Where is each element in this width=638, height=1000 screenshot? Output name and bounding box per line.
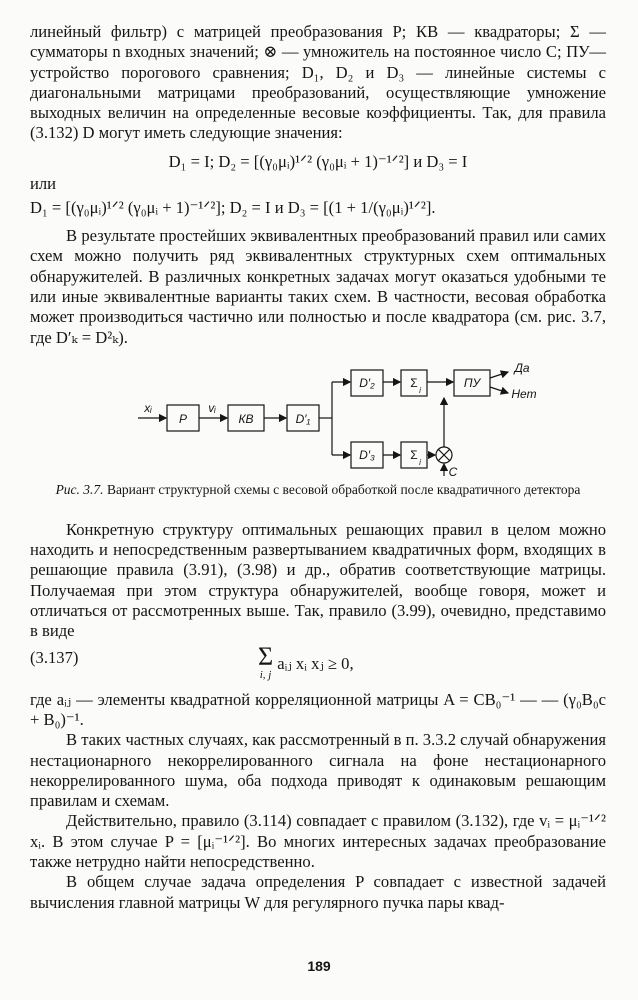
caption-text: Вариант структурной схемы с весовой обработкой после квадратичного детектора [106, 481, 581, 497]
block-sum-top-label: Σ [410, 375, 418, 390]
paragraph-7: В общем случае задача определения P совпадает с известной задачей вычисления главной матрицы W для регулярного пучка пары квад- [30, 872, 606, 912]
label-mid: vᵢ [208, 400, 216, 415]
block-p-label: P [178, 411, 188, 426]
sum-symbol: Σ i, j [258, 641, 274, 681]
block-kv-label: КВ [238, 411, 254, 426]
paragraph-2: В результате простейших эквивалентных преобразований правил или самих схем можно получить ряд эквивалентных структурных схем оптимальных обнаружителей. В различных конкретных задачах могут оказаться удобными те или иные эквивалентные варианты таких схем. В частности, весовая обработка может производиться частично или полностью и после квадратора (см. рис. 3.7, где D′ₖ = D²ₖ). [30, 226, 606, 347]
paragraph-5: В таких частных случаях, как рассмотренный в п. 3.3.2 случай обнаружения нестационарного некоррелированного сигнала на фоне нестационарного некоррелированного шума, оба подхода приводят к одинаковым решающим правилам и схемам. [30, 730, 606, 811]
equation-2: D₁ = [(γ₀μᵢ)¹ᐟ² (γ₀μᵢ + 1)⁻¹ᐟ²]; D₂ = I и D₃ = [(1 + 1/(γ₀μᵢ)¹ᐟ²]. [30, 198, 436, 218]
equation-3-number: (3.137) [30, 647, 79, 667]
arrow-yes [490, 372, 508, 378]
arrow-no [490, 387, 508, 393]
paragraph-4: где aᵢⱼ — элементы квадратной корреляционной матрицы A = CB₀⁻¹ — — (γ₀B₀c + B₀)⁻¹. [30, 689, 606, 729]
figure-3-7 [30, 360, 606, 478]
paragraph-3: Конкретную структуру оптимальных решающих правил в целом можно находить и непосредственным развертыванием квадратичных форм, входящих в решающие правила (3.91), (3.98) и др., обратив соответствующие матрицы. Получаемая при этом структура обнаружителей, вообще говоря, может и отличаться от рассмотренных выше. Так, правило (3.99), очевидно, представимо в виде [30, 519, 606, 641]
const-label: C [448, 464, 458, 478]
block-d2-label: D′₂ [359, 375, 375, 390]
block-sum-bottom-label: Σ [410, 447, 418, 462]
equation-3-body: aᵢⱼ xᵢ xⱼ ≥ 0, [277, 653, 354, 673]
page-content [30, 22, 606, 913]
figure-caption [50, 482, 586, 498]
paragraph-1: линейный фильтр) с матрицей преобразования P; КВ — квадраторы; Σ — сумматоры n входных значений; ⊗ — умножитель на постоянное число C; ПУ—устройство порогового сравнения; D₁, D₂ и D₃ — линейные системы с диагональными матрицами преобразований, осуществляющие умножение выходных величин на определенные весовые коэффициенты. Так, для правила (3.132) D могут иметь следующие значения: [30, 22, 606, 143]
equation-3 [30, 641, 606, 690]
paragraph-6: Действительно, правило (3.114) совпадает с правилом (3.132), где vᵢ = μᵢ⁻¹ᐟ² xᵢ. В этом случае P = [μᵢ⁻¹ᐟ²]. Во многих интересных задачах преобразование также нетрудно найти непосредственно. [30, 811, 606, 872]
output-yes-label: Да [514, 360, 530, 375]
text-or: или [30, 173, 57, 193]
block-d1-label: D′₁ [295, 411, 311, 426]
block-d3-label: D′₃ [359, 447, 375, 462]
block-diagram [30, 360, 606, 478]
sum-bottom-sub: i [419, 457, 421, 467]
caption-label: Рис. 3.7. [55, 481, 104, 497]
block-pu-label: ПУ [463, 375, 481, 390]
output-no-label: Нет [511, 386, 537, 401]
equation-1: D₁ = I; D₂ = [(γ₀μᵢ)¹ᐟ² (γ₀μᵢ + 1)⁻¹ᐟ²] и D₃ = I [168, 151, 468, 171]
label-input: xᵢ [144, 400, 152, 415]
page-number: 189 [307, 958, 331, 974]
sum-top-sub: i [419, 385, 421, 395]
